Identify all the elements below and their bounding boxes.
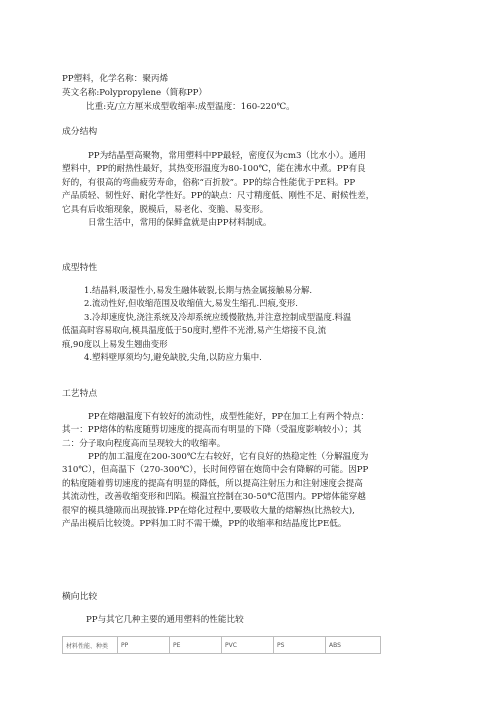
paragraph-line: 它具有后收缩现象，脱模后，易老化、变脆、易变形。 [62,204,269,215]
paragraph-line: 塑料中，PP的耐热性最好，其热变形温度为80-100℃，能在沸水中煮。PP有良 [62,164,366,175]
paragraph-line: 很窄的模具缝隙而出现披锋.PP在熔化过程中,要吸收大量的熔解热(比热较大), [62,505,355,516]
table-header-cell: PVC [222,637,274,654]
list-item: 3.冷却速度快,浇注系统及冷却系统应缓慢散热,并注意控制成型温度.料温 [84,311,352,322]
list-item: 痕,90度以上易发生翘曲变形 [62,338,168,349]
paragraph-line: 其一：PP熔体的粘度随剪切速度的提高而有明显的下降（受温度影响较小）；其 [62,425,362,436]
paragraph-line: 二：分子取向程度高而呈现较大的收缩率。 [62,438,226,449]
comparison-subtitle: PP与其它几种主要的通用塑料的性能比较 [86,615,244,625]
paragraph-line: PP为结晶型高聚物，常用塑料中PP最轻，密度仅为cm3（比水小）。通用 [88,151,366,161]
process-paragraph-2 [62,451,436,531]
table-header-cell: ABS [326,637,381,654]
paragraph-note: 日常生活中，常用的保鲜盒就是由PP材料制成。 [88,217,272,228]
english-name-line: 英文名称:Polypropylene（简称PP） [62,88,208,98]
structure-paragraph [62,150,436,230]
table-header-cell: PP [118,637,170,654]
list-item: 4.塑料壁厚须均匀,避免缺胶,尖角,以防应力集中. [84,351,262,362]
list-item: 低温高时容易取向,模具温度低于50度时,塑件不光滑,易产生熔接不良,流 [62,325,327,336]
title-line: PP塑料，化学名称：聚丙烯 [62,74,169,84]
paragraph-line: 的粘度随着剪切速度的提高有明显的降低，所以提高注射压力和注射速度会提高 [62,478,363,489]
paragraph-line: 产品出模后比较烫。PP料加工时不需干燥，PP的收缩率和结晶度比PE低。 [62,518,347,529]
paragraph-line: 其流动性，改善收缩变形和凹陷。模温宜控制在30-50℃范围内。PP熔体能穿越 [62,492,366,503]
paragraph-line: 310℃），但高温下（270-300℃），长时间停留在炮筒中会有降解的可能。因PP [62,465,369,476]
paragraph-line: PP在熔融温度下有较好的流动性，成型性能好，PP在加工上有两个特点： [88,412,369,422]
properties-line: 比重:克/立方厘米成型收缩率:成型温度：160-220℃。 [86,102,295,112]
list-item: 1.结晶料,吸湿性小,易发生融体破裂,长期与热金属接触易分解. [84,285,313,295]
list-item: 2.流动性好,但收缩范围及收缩值大,易发生缩孔.凹痕,变形. [84,298,298,309]
molding-list [62,284,442,364]
section-title-process: 工艺特点 [62,389,98,399]
table-header-cell: 材料性能、种类 [63,637,118,654]
paragraph-line: PP的加工温度在200-300℃左右较好，它有良好的热稳定性（分解温度为 [88,452,369,462]
comparison-table [62,636,381,654]
section-title-molding: 成型特性 [62,263,98,273]
table-header-cell: PE [170,637,222,654]
section-title-comparison: 横向比较 [62,592,98,602]
table-header-row [63,637,381,654]
process-paragraph-1 [62,411,436,451]
paragraph-line: 产品质轻、韧性好、耐化学性好。PP的缺点：尺寸精度低、刚性不足、耐候性差， [62,191,375,202]
section-title-structure: 成分结构 [62,127,98,137]
paragraph-line: 好的，有很高的弯曲疲劳寿命，俗称“百折胶”。PP的综合性能优于PE料。PP [62,177,356,188]
table-header-cell: PS [274,637,326,654]
